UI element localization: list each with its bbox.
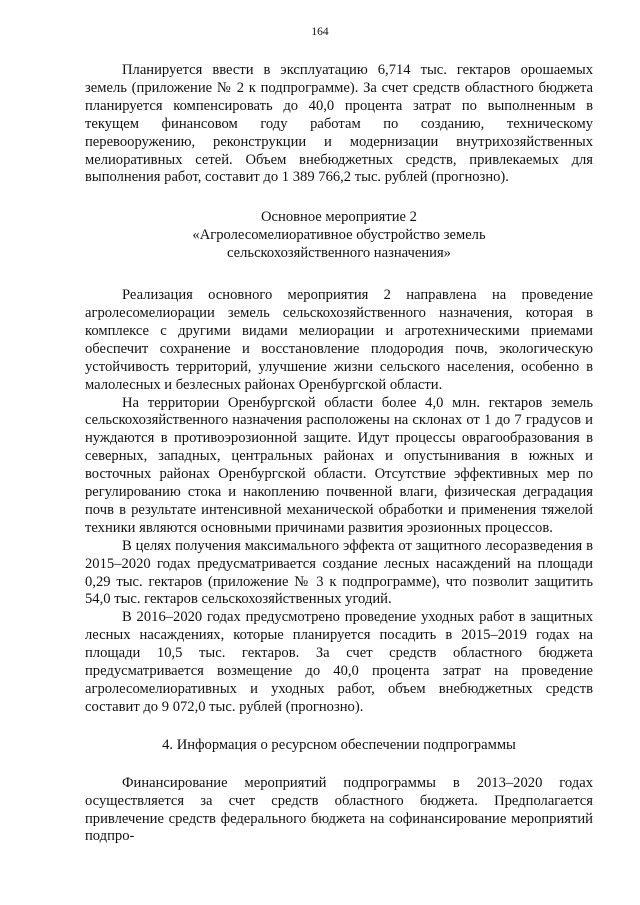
paragraph-erosion: На территории Оренбургской области более 4,0 млн. гектаров земель сельскохозяйственного назначения расположены на склонах от 1 до 7 градусов и нуждаются в противоэрозионной защите. Идут процессы оврагообразования в северных, западных, центральных районах и опустынивания в южных и восточных районах Оренбургской области. Отсутствие эффективных мер по регулированию стока и накоплению почвенной влаги, физическая деградация почв в результате интенсивной механической обработки и применения тяжелой техники являются основными причинами развития эрозионных процессов. [85, 394, 593, 536]
paragraph-financing: Финансирование мероприятий подпрограммы в 2013–2020 годах осуществляется за счет средств областного бюджета. Предполагается привлечение средств федерального бюджета на софинансирование мероприятий подпро- [85, 774, 593, 845]
spacer [85, 755, 593, 775]
page-number: 164 [311, 26, 329, 38]
spacer [85, 187, 593, 209]
measure-heading-line-1: Основное мероприятие 2 [261, 209, 417, 226]
paragraph-afforestation: В целях получения максимального эффекта от защитного лесоразведения в 2015–2020 годах предусматривается создание лесных насаждений на площади 0,29 тыс. гектаров (приложение № 3 к подпрограмме), что позволит защитить 54,0 тыс. гектаров сельскохозяйственных угодий. [85, 537, 593, 608]
section-4-heading: 4. Информация о ресурсном обеспечении подпрограммы [162, 736, 516, 753]
paragraph-irrigation: Планируется ввести в эксплуатацию 6,714 тыс. гектаров орошаемых земель (приложение № 2 к подпрограмме). За счет средств областного бюджета планируется компенсировать до 40,0 процента затрат по выполненным в текущем финансовом году работам по созданию, техническому перевооружению, реконструкции и модернизации внутрихозяйственных мелиоративных сетей. Объем внебюджетных средств, привлекаемых для выполнения работ, составит до 1 389 766,2 тыс. рублей (прогнозно). [85, 62, 593, 186]
paragraph-measure-goal: Реализация основного мероприятия 2 направлена на проведение агролесомелиорации земель сельскохозяйственного назначения, которая в комплексе с другими видами мелиорации и агротехническими приемами обеспечит сохранение и восстановление плодородия почв, экологическую устойчивость территорий, улучшение жизни сельского населения, особенно в малолесных и безлесных районах Оренбургской области. [85, 287, 593, 393]
paragraph-maintenance: В 2016–2020 годах предусмотрено проведение уходных работ в защитных лесных насаждениях, которые планируется посадить в 2015–2019 годах на площади 10,5 тыс. гектаров. За счет средств областного бюджета предусматривается возмещение до 40,0 процента затрат на проведение агролесомелиоративных и уходных работ, объем внебюджетных средств составит до 9 072,0 тыс. рублей (прогнозно). [85, 609, 593, 715]
spacer [85, 263, 593, 287]
page-content [85, 62, 593, 846]
spacer [85, 717, 593, 737]
measure-heading-line-2: «Агролесомелиоративное обустройство земель [192, 227, 486, 244]
measure-heading-line-3: сельскохозяйственного назначения» [227, 245, 451, 262]
